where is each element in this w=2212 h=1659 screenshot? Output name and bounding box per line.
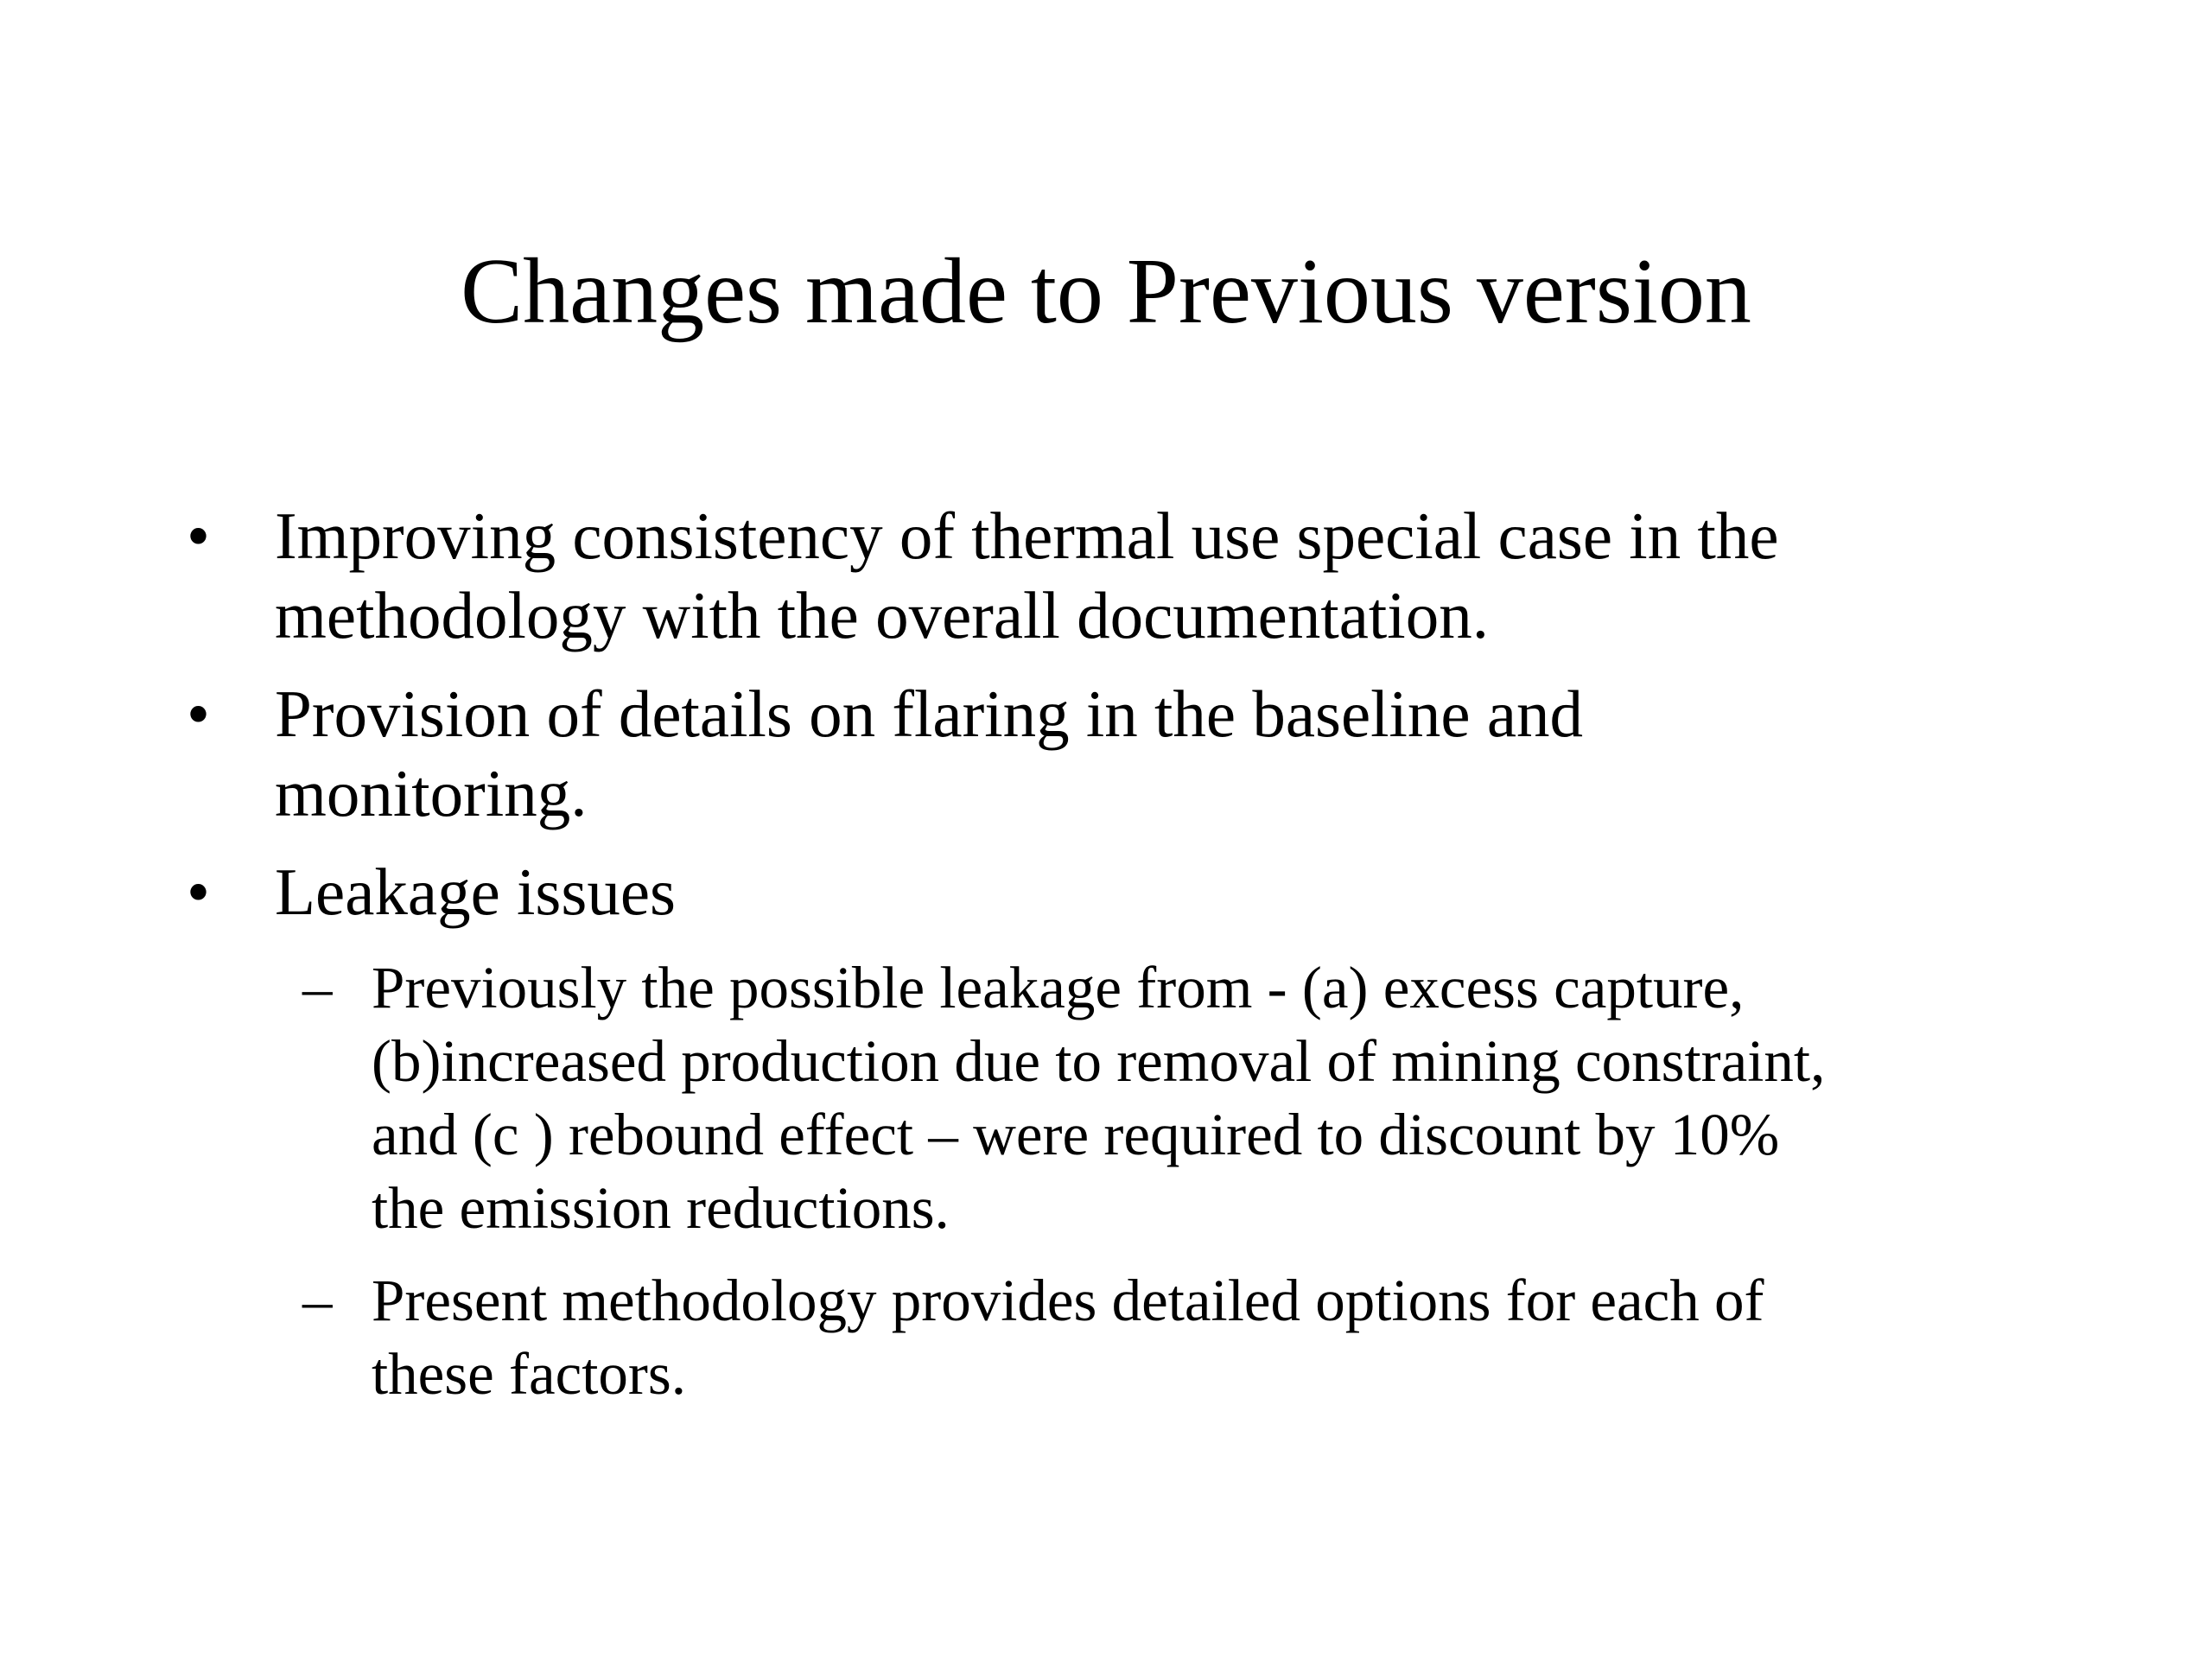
bullet-text: Improving consistency of thermal use special case in the methodology with the overall documentation. <box>275 499 1779 652</box>
bullet-marker: • <box>187 499 210 573</box>
sub-bullet-marker: – <box>302 955 333 1020</box>
bullet-text: Leakage issues <box>275 855 676 929</box>
sub-bullet-marker: – <box>302 1268 333 1333</box>
slide-title: Changes made to Previous version <box>461 240 1751 343</box>
sub-bullet-text: Present methodology provides detailed options for each of these factors. <box>372 1268 1764 1407</box>
bullet-marker: • <box>187 677 210 751</box>
bullet-marker: • <box>187 855 210 929</box>
sub-bullet-text: Previously the possible leakage from - (a) excess capture, (b)increased production due to removal of mining constraint, and (c ) rebound effect – were required to discount by 10% the emission reductions. <box>372 955 1826 1241</box>
bullet-text: Provision of details on flaring in the baseline and monitoring. <box>275 677 1584 830</box>
